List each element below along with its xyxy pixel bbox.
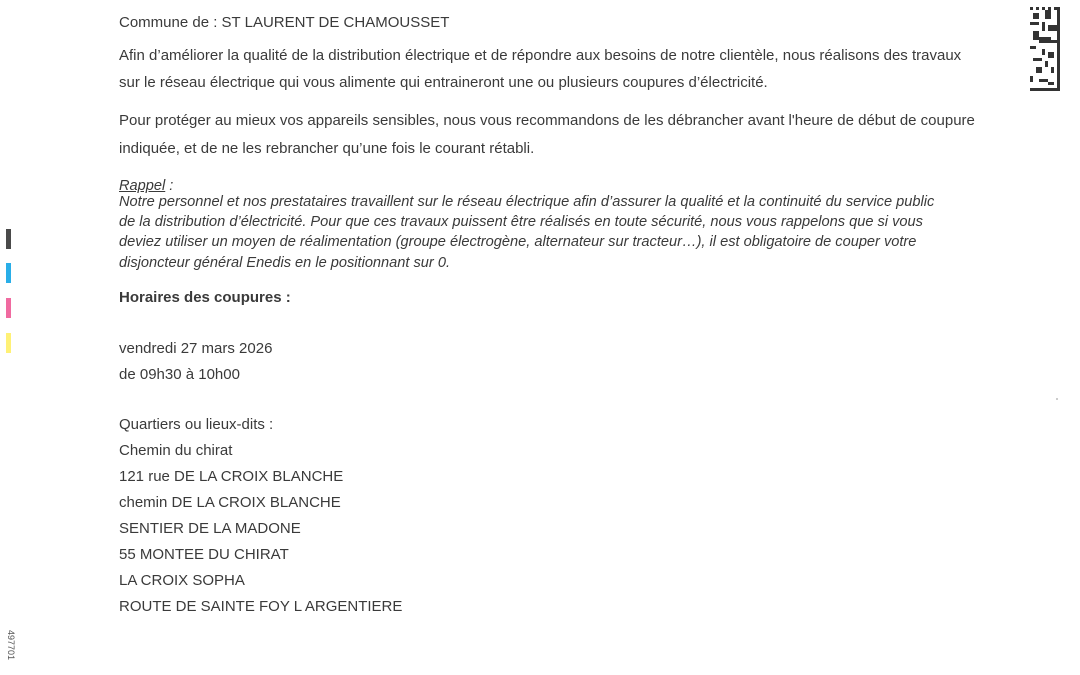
scan-speck (1056, 398, 1058, 400)
registration-mark-black (6, 229, 11, 249)
reminder-title: Rappel (119, 178, 166, 194)
schedule-date: vendredi 27 mars 2026 (119, 340, 273, 357)
datamatrix-barcode-icon (1030, 7, 1060, 91)
location-item: SENTIER DE LA MADONE (119, 520, 301, 537)
registration-mark-yellow (6, 333, 11, 353)
reference-number: 497701 (6, 630, 16, 661)
locations-heading: Quartiers ou lieux-dits : (119, 416, 274, 433)
reminder-line-2: de la distribution d’électricité. Pour que ces travaux puissent être réalisés en toute sécurité, nous vous rappelons que si vous (119, 214, 923, 230)
registration-mark-cyan (6, 263, 11, 283)
location-item: ROUTE DE SAINTE FOY L ARGENTIERE (119, 598, 403, 615)
intro-line-2: sur le réseau électrique qui vous alimente qui entraineront une ou plusieurs coupures d’électricité. (119, 74, 768, 91)
location-item: LA CROIX SOPHA (119, 572, 245, 589)
location-item: 121 rue DE LA CROIX BLANCHE (119, 468, 344, 485)
location-item: Chemin du chirat (119, 442, 233, 459)
commune-title: Commune de : ST LAURENT DE CHAMOUSSET (119, 14, 450, 31)
registration-mark-magenta (6, 298, 11, 318)
reminder-line-4: disjoncteur général Enedis en le positionnant sur 0. (119, 255, 451, 271)
reminder-line-3: deviez utiliser un moyen de réalimentation (groupe électrogène, alternateur sur tracteur…), il est obligatoire de couper votre (119, 234, 917, 250)
location-item: chemin DE LA CROIX BLANCHE (119, 494, 341, 511)
intro-line-1: Afin d’améliorer la qualité de la distribution électrique et de répondre aux besoins de notre clientèle, nous réalisons des travaux (119, 47, 962, 64)
reminder-title-suffix: : (165, 178, 174, 194)
location-item: 55 MONTEE DU CHIRAT (119, 546, 289, 563)
schedule-heading: Horaires des coupures : (119, 289, 291, 306)
advice-line-1: Pour protéger au mieux vos appareils sensibles, nous vous recommandons de les débrancher avant l'heure de début de coupure (119, 112, 975, 129)
reminder-line-1: Notre personnel et nos prestataires travaillent sur le réseau électrique afin d’assurer la qualité et la continuité du service public (119, 194, 935, 210)
advice-line-2: indiquée, et de ne les rebrancher qu’une fois le courant rétabli. (119, 140, 535, 157)
schedule-time: de 09h30 à 10h00 (119, 366, 240, 383)
reminder-heading (119, 178, 173, 194)
